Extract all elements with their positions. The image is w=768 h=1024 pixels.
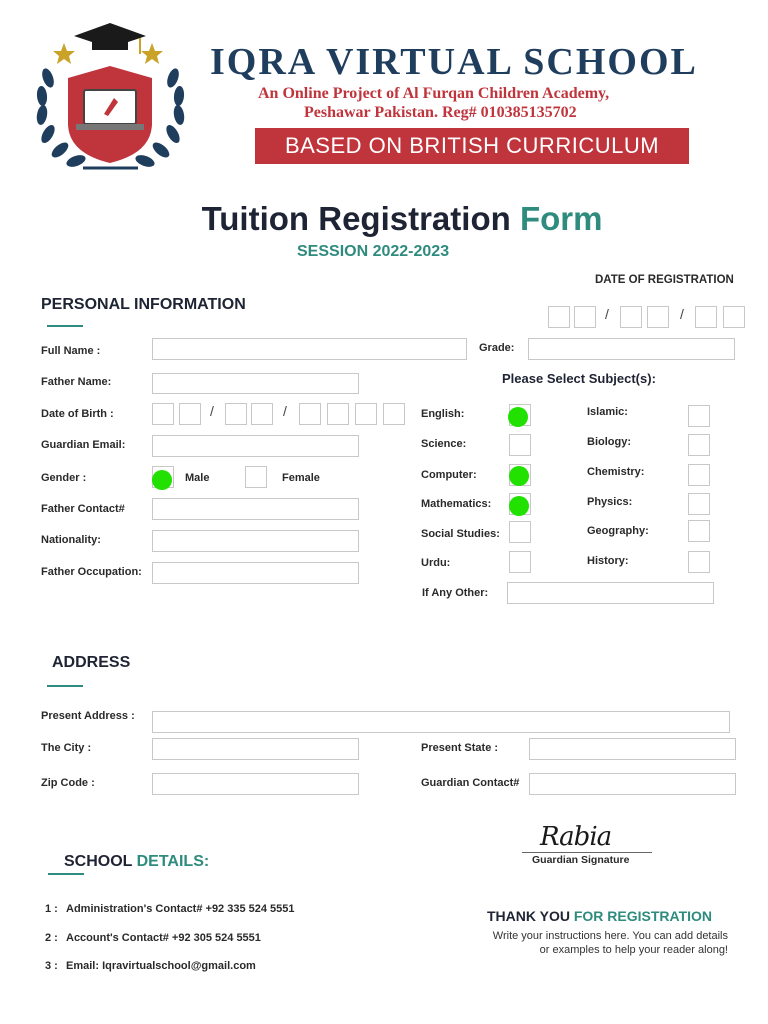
subject-mathematics-check-mark <box>509 496 529 516</box>
subject-biology-label: Biology: <box>587 436 631 448</box>
reg-date-day-2[interactable] <box>574 306 596 328</box>
other-subject-field[interactable] <box>507 582 714 604</box>
subject-social-studies-label: Social Studies: <box>421 528 500 540</box>
gender-label: Gender : <box>41 472 87 484</box>
school-detail-number: 2 : <box>45 932 58 944</box>
instructions-line-1: Write your instructions here. You can add details <box>492 930 728 942</box>
zip-code-label: Zip Code : <box>41 777 95 789</box>
grade-label: Grade: <box>479 342 515 354</box>
subject-computer-check-mark <box>509 466 529 486</box>
other-subject-label: If Any Other: <box>422 587 489 599</box>
curriculum-banner <box>255 128 689 164</box>
subject-english-label: English: <box>421 408 465 420</box>
subject-chemistry-checkbox[interactable] <box>688 464 710 486</box>
city-field[interactable] <box>152 738 359 760</box>
subject-geography-checkbox[interactable] <box>688 520 710 542</box>
nationality-field[interactable] <box>152 530 359 552</box>
guardian-signature-scribble: Rabia <box>540 822 612 852</box>
dob-month-1[interactable] <box>225 403 247 425</box>
reg-date-year-1[interactable] <box>695 306 717 328</box>
dob-day-1[interactable] <box>152 403 174 425</box>
nationality-label: Nationality: <box>41 534 101 546</box>
school-logo <box>28 18 193 178</box>
subject-geography-label: Geography: <box>587 525 649 537</box>
subject-social-studies-checkbox[interactable] <box>509 521 531 543</box>
subject-urdu-checkbox[interactable] <box>509 551 531 573</box>
address-heading: ADDRESS <box>52 654 131 671</box>
father-contact-field[interactable] <box>152 498 359 520</box>
subject-islamic-checkbox[interactable] <box>688 405 710 427</box>
subject-history-label: History: <box>587 555 629 567</box>
curriculum-banner-text: BASED ON BRITISH CURRICULUM <box>284 133 660 158</box>
subjects-heading: Please Select Subject(s): <box>502 371 656 386</box>
subject-mathematics-label: Mathematics: <box>421 498 492 510</box>
full-name-field[interactable] <box>152 338 467 360</box>
subject-science-label: Science: <box>421 438 467 450</box>
subject-biology-checkbox[interactable] <box>688 434 710 456</box>
subject-physics-checkbox[interactable] <box>688 493 710 515</box>
reg-date-month-1[interactable] <box>620 306 642 328</box>
guardian-signature-caption: Guardian Signature <box>532 854 630 866</box>
school-name: IQRA VIRTUAL SCHOOL <box>210 41 698 83</box>
dob-separator-2: / <box>283 403 287 419</box>
school-heading-underline <box>48 873 84 875</box>
administration-contact: Administration's Contact# +92 335 524 5551 <box>66 903 295 915</box>
form-title-main: Tuition Registration <box>201 200 511 237</box>
subject-chemistry-label: Chemistry: <box>587 466 645 478</box>
guardian-contact-field[interactable] <box>529 773 736 795</box>
grade-field[interactable] <box>528 338 735 360</box>
form-title-accent: Form <box>519 200 603 237</box>
personal-information-heading: PERSONAL INFORMATION <box>41 296 246 313</box>
zip-code-field[interactable] <box>152 773 359 795</box>
account-contact: Account's Contact# +92 305 524 5551 <box>66 932 261 944</box>
gender-male-check-mark <box>152 470 172 490</box>
present-state-field[interactable] <box>529 738 736 760</box>
session-label: SESSION 2022-2023 <box>297 243 450 260</box>
present-address-field[interactable] <box>152 711 730 733</box>
present-address-label: Present Address : <box>41 710 135 722</box>
thank-you-heading-2: FOR REGISTRATION <box>573 908 713 924</box>
reg-date-day-1[interactable] <box>548 306 570 328</box>
thank-you-heading <box>487 908 712 924</box>
father-name-field[interactable] <box>152 373 359 394</box>
thank-you-heading-1: THANK YOU <box>487 908 570 924</box>
dob-year-3[interactable] <box>355 403 377 425</box>
school-details-heading-2: DETAILS: <box>136 853 210 870</box>
gender-male-label: Male <box>185 472 210 484</box>
dob-year-2[interactable] <box>327 403 349 425</box>
guardian-email-label: Guardian Email: <box>41 439 126 451</box>
subject-islamic-label: Islamic: <box>587 406 628 418</box>
present-state-label: Present State : <box>421 742 499 754</box>
father-occupation-label: Father Occupation: <box>41 566 142 578</box>
signature-line <box>522 852 652 853</box>
father-contact-label: Father Contact# <box>41 503 125 515</box>
personal-heading-underline <box>47 325 83 327</box>
subject-english-check-mark <box>508 407 528 427</box>
dob-month-2[interactable] <box>251 403 273 425</box>
full-name-label: Full Name : <box>41 345 101 357</box>
guardian-contact-label: Guardian Contact# <box>421 777 520 789</box>
reg-date-separator-2: / <box>680 306 684 322</box>
reg-date-separator-1: / <box>605 306 609 322</box>
header-subtitle-1: An Online Project of Al Furqan Children Academy, <box>258 85 610 102</box>
instructions-line-2: or examples to help your reader along! <box>539 944 728 956</box>
school-details-heading-1: SCHOOL <box>64 853 133 870</box>
dob-separator-1: / <box>210 403 214 419</box>
reg-date-month-2[interactable] <box>647 306 669 328</box>
subject-history-checkbox[interactable] <box>688 551 710 573</box>
subject-science-checkbox[interactable] <box>509 434 531 456</box>
subject-computer-label: Computer: <box>421 469 477 481</box>
form-title <box>0 200 768 238</box>
father-occupation-field[interactable] <box>152 562 359 584</box>
header-subtitle-2: Peshawar Pakistan. Reg# 010385135702 <box>304 104 577 121</box>
subject-urdu-label: Urdu: <box>421 557 451 569</box>
dob-day-2[interactable] <box>179 403 201 425</box>
guardian-email-field[interactable] <box>152 435 359 457</box>
school-detail-number: 3 : <box>45 960 58 972</box>
date-of-registration-label: DATE OF REGISTRATION <box>595 274 734 286</box>
gender-female-checkbox[interactable] <box>245 466 267 488</box>
school-details-heading <box>64 853 209 871</box>
gender-female-label: Female <box>282 472 320 484</box>
address-heading-underline <box>47 685 83 687</box>
father-name-label: Father Name: <box>41 376 112 388</box>
dob-year-4[interactable] <box>383 403 405 425</box>
school-email: Email: Iqravirtualschool@gmail.com <box>66 960 256 972</box>
dob-year-1[interactable] <box>299 403 321 425</box>
reg-date-year-2[interactable] <box>723 306 745 328</box>
school-detail-number: 1 : <box>45 903 58 915</box>
dob-label: Date of Birth : <box>41 408 114 420</box>
city-label: The City : <box>41 742 92 754</box>
subject-physics-label: Physics: <box>587 496 633 508</box>
